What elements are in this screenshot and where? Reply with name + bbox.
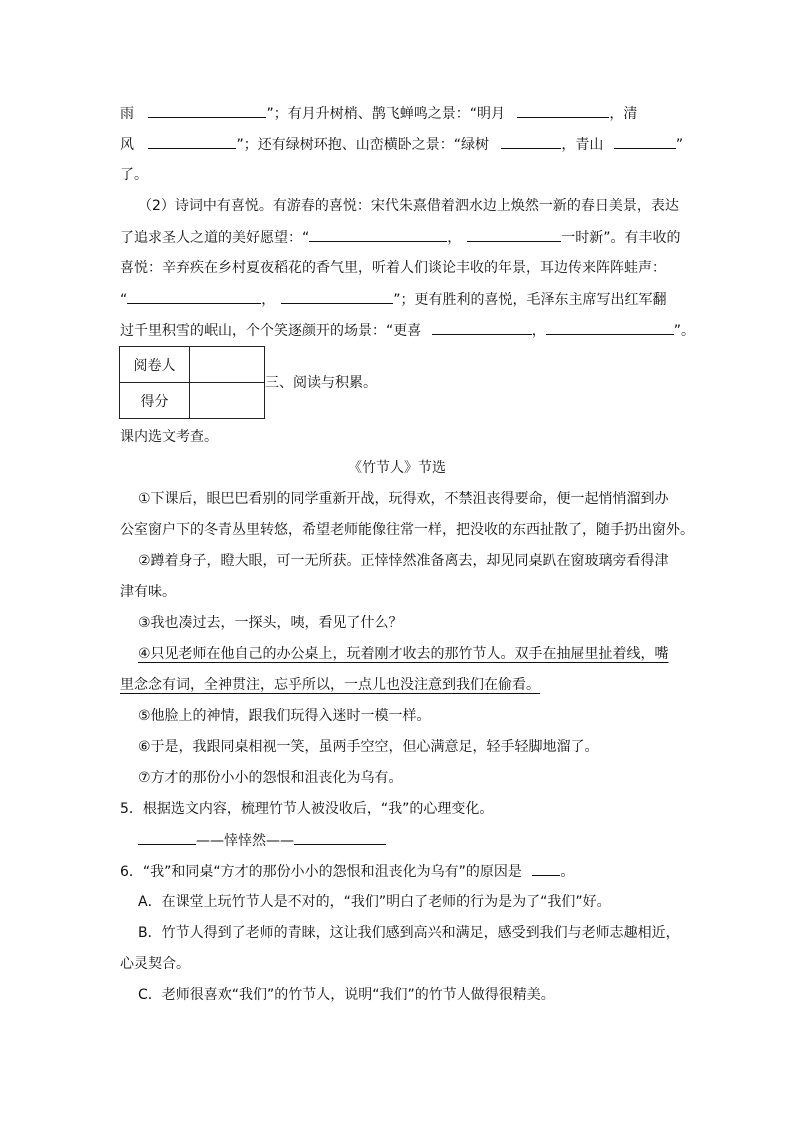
- answer-blank[interactable]: [148, 103, 266, 118]
- option-c[interactable]: C．老师很喜欢“我们”的竹节人，说明“我们”的竹节人做得很精美。: [138, 987, 555, 1003]
- score-label: 得分: [120, 383, 190, 419]
- reviewer-label: 阅卷人: [120, 347, 190, 383]
- answer-blank[interactable]: [127, 289, 261, 304]
- section-intro: 课内选文考查。: [120, 429, 218, 445]
- text: ”；还有绿树环抱、山峦横卧之景：“绿树: [236, 137, 489, 153]
- passage-paragraph-6: ⑥于是，我跟同桌相视一笑，虽两手空空，但心满意足，轻手轻脚地溜了。: [138, 739, 599, 755]
- text: ，: [447, 230, 462, 246]
- answer-blank[interactable]: [532, 861, 560, 876]
- answer-blank[interactable]: [546, 320, 674, 335]
- option-b-cont[interactable]: 心灵契合。: [120, 956, 190, 972]
- answer-blank[interactable]: [517, 103, 609, 118]
- text: ——悻悻然——: [196, 833, 294, 849]
- answer-blank[interactable]: [294, 830, 386, 845]
- answer-blank[interactable]: [138, 830, 196, 845]
- text: ，清: [609, 106, 638, 122]
- passage-paragraph-3: ③我也凑过去，一探头，咦，看见了什么？: [138, 615, 403, 631]
- option-a[interactable]: A．在课堂上玩竹节人是不对的，“我们”明白了老师的行为是为了“我们”好。: [138, 894, 611, 910]
- answer-blank[interactable]: [432, 320, 532, 335]
- answer-blank[interactable]: [309, 227, 447, 242]
- text: 风: [120, 137, 134, 153]
- question-5-chain: [138, 830, 386, 851]
- text: 了追求圣人之道的美好愿望：“: [120, 230, 310, 246]
- answer-blank[interactable]: [281, 289, 393, 304]
- answer-blank[interactable]: [614, 134, 676, 149]
- text: “: [120, 292, 128, 308]
- answer-blank[interactable]: [501, 134, 561, 149]
- passage-paragraph-1-cont: 公室窗户下的冬青丛里转悠，希望老师能像往常一样，把没收的东西扯散了，随手扔出窗外。: [120, 522, 694, 538]
- passage-title: 《竹节人》节选: [348, 460, 446, 476]
- text: ”。: [673, 323, 695, 339]
- passage-paragraph-1: ①下课后，眼巴巴看别的同学重新开战，玩得欢，不禁沮丧得要命，便一起悄悄溜到办: [138, 491, 669, 507]
- question-2-stem: （2）诗词中有喜悦。有游春的喜悦：宋代朱熹借着泗水边上焕然一新的春日美景，表达: [138, 198, 679, 214]
- question-5: 5．根据选文内容，梳理竹节人被没收后，“我”的心理变化。: [120, 801, 494, 817]
- fill-line-6: 喜悦：辛弃疾在乡村夏夜稻花的香气里，听着人们谈论丰收的年景，耳边传来阵阵蛙声：: [120, 260, 666, 276]
- fill-line-8: [120, 320, 695, 341]
- score-table: [119, 346, 265, 419]
- text: ”；更有胜利的喜悦，毛泽东主席写出红军翻: [393, 292, 667, 308]
- answer-blank[interactable]: [148, 134, 236, 149]
- passage-paragraph-2-cont: 津有味。: [120, 584, 176, 600]
- score-cell[interactable]: [190, 383, 265, 419]
- passage-paragraph-7: ⑦方才的那份小小的怨恨和沮丧化为乌有。: [138, 770, 403, 786]
- text: 6．“我”和同桌“方才的那份小小的怨恨和沮丧化为乌有”的原因是: [120, 864, 522, 880]
- fill-line-1: [120, 103, 637, 124]
- section-title: 三、阅读与积累。: [265, 375, 377, 391]
- text: ”；有月升树梢、鹊飞蝉鸣之景：“明月: [266, 106, 505, 122]
- fill-line-7: [120, 289, 667, 310]
- passage-paragraph-4-underlined: ④只见老师在他自己的办公桌上，玩着刚才收去的那竹节人。双手在抽屉里扯着线，嘴: [138, 646, 669, 662]
- reviewer-cell[interactable]: [190, 347, 265, 383]
- text: 一时新”。有丰收的: [561, 230, 681, 246]
- passage-paragraph-5: ⑤他脸上的神情，跟我们玩得入迷时一模一样。: [138, 708, 431, 724]
- text: ，: [261, 292, 276, 308]
- passage-paragraph-2: ②蹲着身子，瞪大眼，可一无所获。正悻悻然准备离去，却见同桌趴在窗玻璃旁看得津: [138, 553, 669, 569]
- score-table-row: [120, 383, 265, 419]
- question-6: [120, 861, 574, 882]
- fill-line-5: [120, 227, 681, 248]
- fill-line-3: 了。: [120, 167, 148, 183]
- option-b[interactable]: B．竹节人得到了老师的青睐，这让我们感到高兴和满足，感受到我们与老师志趣相近，: [138, 925, 680, 941]
- text: ，: [531, 323, 546, 339]
- text: ，青山: [561, 137, 604, 153]
- text: 过千里积雪的岷山，个个笑逐颜开的场景：“更喜: [120, 323, 422, 339]
- fill-line-2: [120, 134, 683, 155]
- answer-blank[interactable]: [467, 227, 561, 242]
- score-table-row: [120, 347, 265, 383]
- text: ”: [675, 137, 684, 153]
- passage-paragraph-4-cont-underlined: 里念念有词，全神贯注，忘乎所以，一点儿也没注意到我们在偷看。: [120, 677, 540, 693]
- text: 。: [560, 864, 575, 880]
- text: 雨: [120, 106, 134, 122]
